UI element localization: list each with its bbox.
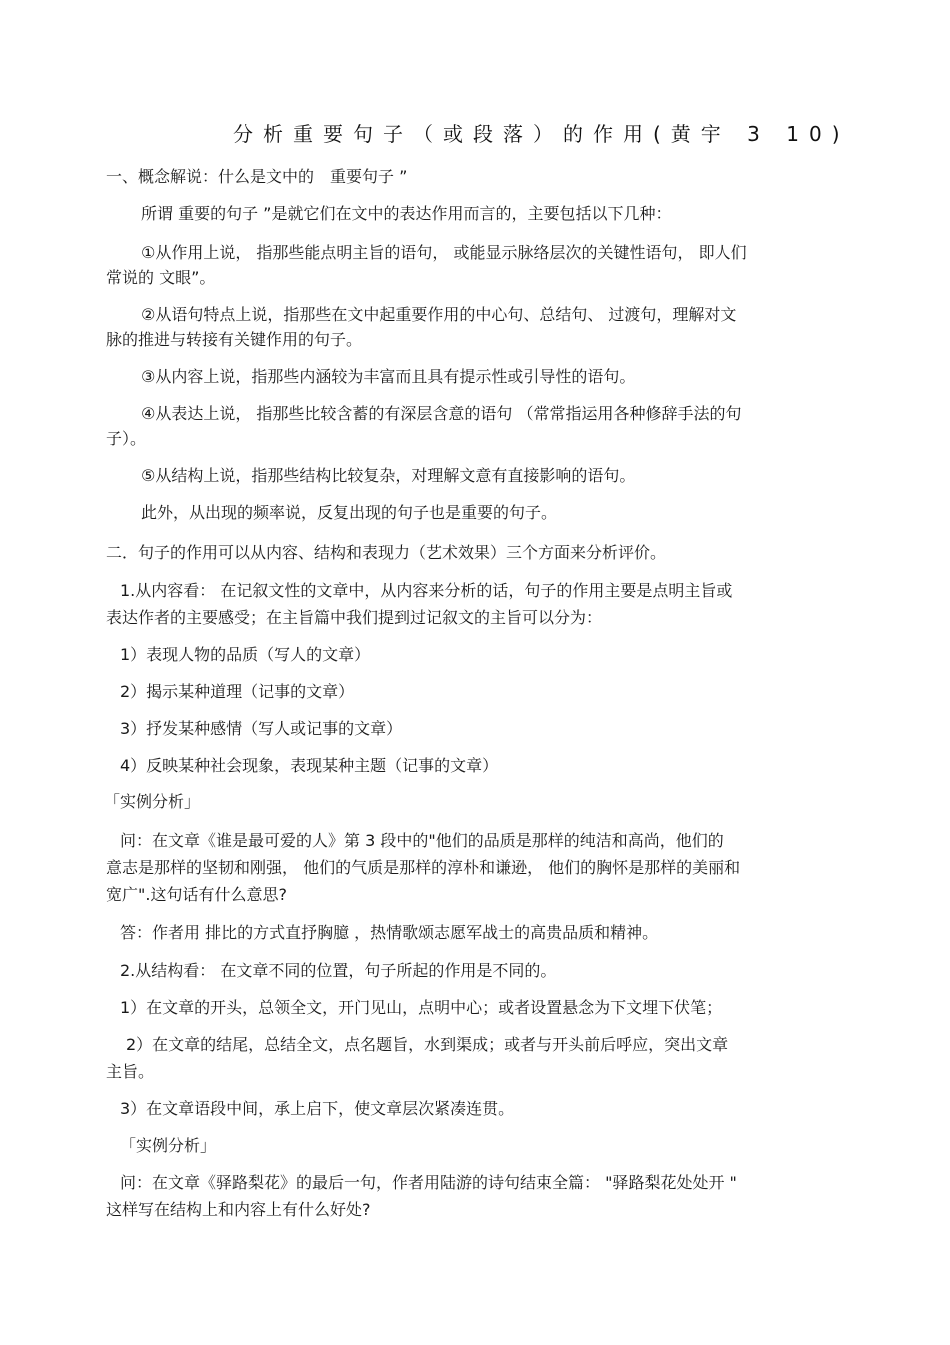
item6: 此外，从出现的频率说，反复出现的句子也是重要的句子。 [141,503,558,522]
answer1: 答：作者用 排比的方式直抒胸臆 ，热情歌颂志愿军战士的高贵品质和精神。 [120,923,659,942]
intro-paragraph: 所谓 重要的句子 ”是就它们在文中的表达作用而言的，主要包括以下几种： [141,204,672,223]
example1-label: 「实例分析」 [104,792,201,811]
question1-line2: 意志是那样的坚韧和刚强， 他们的气质是那样的淳朴和谦逊， 他们的胸怀是那样的美丽和 [106,858,741,877]
content-item4: 4）反映某种社会现象，表现某种主题（记事的文章） [120,756,499,775]
item4-line2: 子）。 [106,429,147,448]
structure-item1: 1）在文章的开头，总领全文，开门见山，点明中心；或者设置悬念为下文埋下伏笔； [120,998,723,1017]
item2-line2: 脉的推进与转接有关键作用的句子。 [106,330,363,349]
question2-line1: 问：在文章《驿路梨花》的最后一句，作者用陆游的诗句结束全篇： "驿路梨花处处开 " [120,1173,737,1192]
question2-line2: 这样写在结构上和内容上有什么好处? [106,1200,371,1219]
item3: ③从内容上说，指那些内涵较为丰富而且具有提示性或引导性的语句。 [141,367,636,386]
section2-heading: 二．句子的作用可以从内容、结构和表现力（艺术效果）三个方面来分析评价。 [106,543,667,562]
section1-heading: 一、概念解说：什么是文中的 重要句子 ” [106,167,408,186]
structure-item3: 3）在文章语段中间，承上启下，使文章层次紧凑连贯。 [120,1099,515,1118]
structure-item2-line2: 主旨。 [106,1062,155,1081]
item2-line1: ②从语句特点上说，指那些在文中起重要作用的中心句、总结句、 过渡句，理解对文 [141,305,737,324]
content-item3: 3）抒发某种感情（写人或记事的文章） [120,719,403,738]
item1-line1: ①从作用上说， 指那些能点明主旨的语句， 或能显示脉络层次的关键性语句， 即人们 [141,243,747,262]
structure-heading: 2.从结构看： 在文章不同的位置，句子所起的作用是不同的。 [120,961,557,980]
content-item2: 2）揭示某种道理（记事的文章） [120,682,355,701]
document-title: 分析重要句子（或段落）的作用(黄宇 3 10) [233,122,850,146]
question1-line1: 问：在文章《谁是最可爱的人》第 3 段中的"他们的品质是那样的纯洁和高尚，他们的 [120,831,724,850]
item5: ⑤从结构上说，指那些结构比较复杂，对理解文意有直接影响的语句。 [141,466,636,485]
item4-line1: ④从表达上说， 指那些比较含蓄的有深层含意的语句 （常常指运用各种修辞手法的句 [141,404,742,423]
structure-item2-line1: 2）在文章的结尾，总结全文，点名题旨，水到渠成；或者与开头前后呼应，突出文章 [126,1035,729,1054]
content-line1: 1.从内容看： 在记叙文性的文章中，从内容来分析的话，句子的作用主要是点明主旨或 [120,581,733,600]
content-line2: 表达作者的主要感受；在主旨篇中我们提到过记叙文的主旨可以分为： [106,608,603,627]
item1-line2: 常说的 文眼”。 [106,268,216,287]
content-item1: 1）表现人物的品质（写人的文章） [120,645,371,664]
question1-line3: 宽广".这句话有什么意思? [106,885,287,904]
example2-label: 「实例分析」 [120,1136,217,1155]
